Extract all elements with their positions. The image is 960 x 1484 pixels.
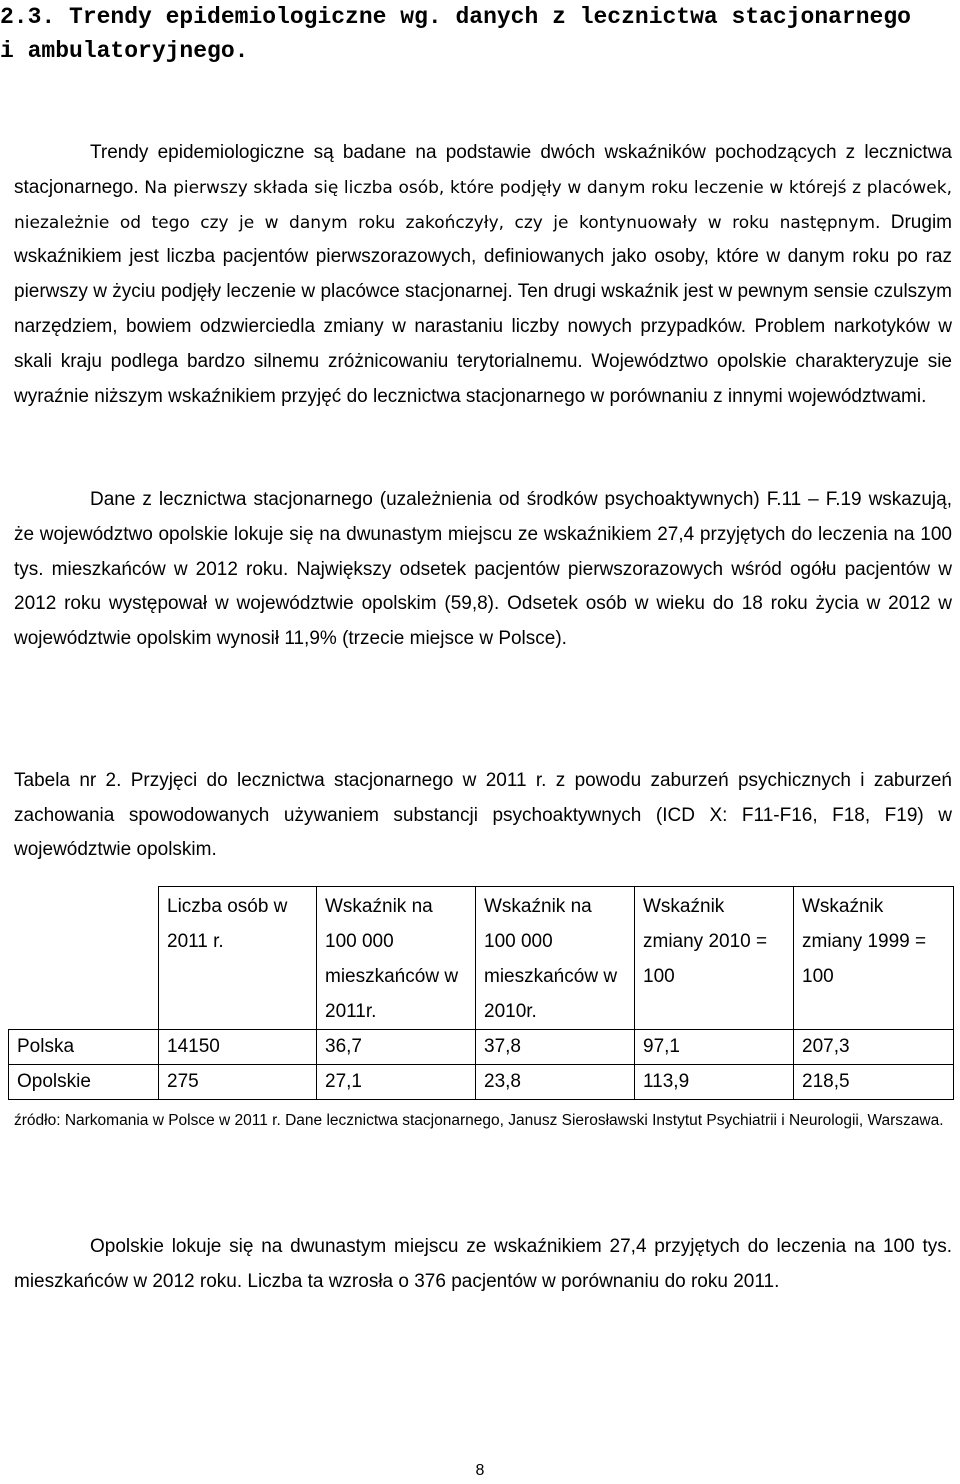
table-row	[9, 1030, 954, 1065]
admissions-table	[8, 886, 954, 1100]
cell-change-2010: 113,9	[635, 1065, 794, 1100]
cell-count: 275	[159, 1065, 317, 1100]
cell-change-1999: 218,5	[794, 1065, 954, 1100]
section-heading-line-2: i ambulatoryjnego.	[0, 38, 249, 64]
intro-rest: Drugim wskaźnikiem jest liczba pacjentów pierwszorazowych, definiowanych jako osoby, które w danym roku po raz pierwszy w życiu podjęły leczenie w placówce stacjonarnej. Ten drugi wskaźnik jest w pewnym sensie czulszym narzędziem, bowiem odzwierciedla zmiany w narastaniu liczby nowych przypadków. Problem narkotyków w skali kraju podlega bardzo silnemu zróżnicowaniu terytorialnemu. Województwo opolskie charakteryzuje sie wyraźnie niższym wskaźnikiem przyjęć do lecznictwa stacjonarnego w porównaniu z innymi województwami.	[14, 211, 952, 407]
header-cell-change-1999: Wskaźnik zmiany 1999 = 100	[794, 887, 954, 1030]
table-caption: Tabela nr 2. Przyjęci do lecznictwa stacjonarnego w 2011 r. z powodu zaburzeń psychicznych i zaburzeń zachowania spowodowanych używaniem substancji psychoaktywnych (ICD X: F11-F16, F18, F19) w województwie opolskim.	[14, 770, 952, 860]
intro-sentence-2: Na pierwszy składa się liczba osób, które podjęły w danym roku leczenie w którejś z placówek, niezależnie od tego czy je w danym roku zakończyły, czy je kontynuowały w roku następnym.	[14, 177, 952, 233]
cell-rate-2010: 37,8	[476, 1030, 635, 1065]
cell-rate-2011: 27,1	[317, 1065, 476, 1100]
cell-rate-2010: 23,8	[476, 1065, 635, 1100]
cell-count: 14150	[159, 1030, 317, 1065]
intro-sentence-1: Trendy epidemiologiczne są badane na podstawie dwóch wskaźników pochodzących z lecznictwa stacjonarnego.	[14, 142, 952, 198]
intro-paragraph	[14, 136, 952, 414]
cell-region: Opolskie	[9, 1065, 159, 1100]
source-note: źródło: Narkomania w Polsce w 2011 r. Dane lecznictwa stacjonarnego, Janusz Sierosławski Instytut Psychiatrii i Neurologii, Warszawa.	[14, 1112, 944, 1129]
second-paragraph: Dane z lecznictwa stacjonarnego (uzależnienia od środków psychoaktywnych) F.11 – F.19 wskazują, że województwo opolskie lokuje się na dwunastym miejscu ze wskaźnikiem 27,4 przyjętych do leczenia na 100 tys. mieszkańców w 2012 roku. Największy odsetek pacjentów pierwszorazowych wśród ogółu pacjentów w 2012 roku występował w województwie opolskim (59,8). Odsetek osób w wieku do 18 roku życia w 2012 w województwie opolskim wynosił 11,9% (trzecie miejsce w Polsce).	[14, 489, 952, 650]
section-heading	[0, 0, 955, 68]
cell-region: Polska	[9, 1030, 159, 1065]
closing-paragraph: Opolskie lokuje się na dwunastym miejscu ze wskaźnikiem 27,4 przyjętych do leczenia na 100 tys. mieszkańców w 2012 roku. Liczba ta wzrosła o 376 pacjentów w porównaniu do roku 2011.	[14, 1236, 952, 1292]
table-header-row	[9, 887, 954, 1030]
header-cell-rate-2011: Wskaźnik na 100 000 mieszkańców w 2011r.	[317, 887, 476, 1030]
cell-rate-2011: 36,7	[317, 1030, 476, 1065]
header-cell-rate-2010: Wskaźnik na 100 000 mieszkańców w 2010r.	[476, 887, 635, 1030]
section-heading-line-1: 2.3. Trendy epidemiologiczne wg. danych z lecznictwa stacjonarnego	[0, 4, 911, 30]
page-number: 8	[475, 1462, 485, 1479]
cell-change-2010: 97,1	[635, 1030, 794, 1065]
table-row	[9, 1065, 954, 1100]
header-cell-empty	[9, 887, 159, 1030]
cell-change-1999: 207,3	[794, 1030, 954, 1065]
header-cell-change-2010: Wskaźnik zmiany 2010 = 100	[635, 887, 794, 1030]
header-cell-count-2011: Liczba osób w 2011 r.	[159, 887, 317, 1030]
